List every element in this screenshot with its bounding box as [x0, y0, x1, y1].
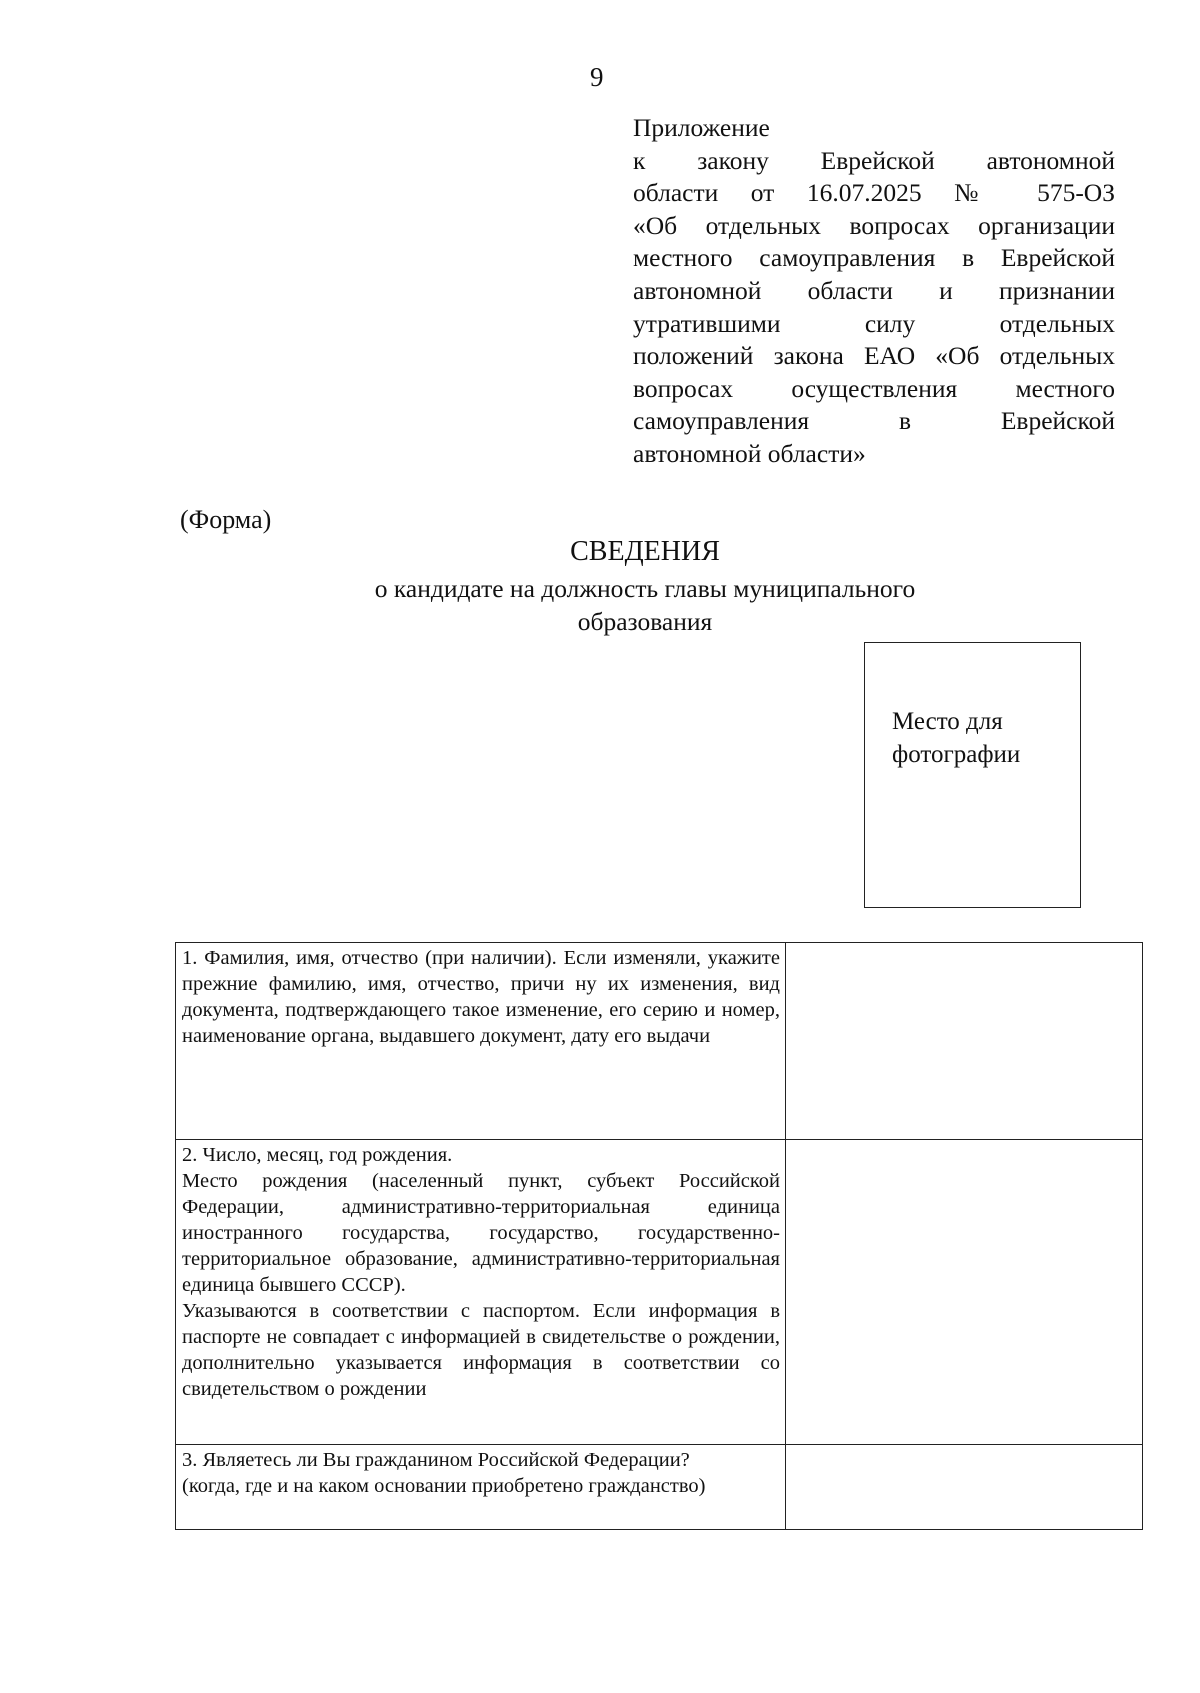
appendix-line: автономной области и признании: [633, 275, 1115, 305]
appendix-line: «Об отдельных вопросах организации: [633, 210, 1115, 240]
question-text: Указываются в соответствии с паспортом. Если информация в паспорте не совпадает с информацией в свидетельстве о рождении, дополнительно указывается информация в соответствии со свидетельством о рождении: [182, 1300, 780, 1400]
photo-label-line: фотографии: [892, 741, 1021, 768]
appendix-line: Приложение: [633, 113, 770, 142]
subtitle-line: образования: [577, 607, 713, 636]
appendix-header: [633, 112, 1115, 471]
page-number: 9: [590, 62, 604, 92]
answer-cell[interactable]: [786, 943, 1143, 1140]
table-row: [176, 1140, 1143, 1445]
question-text: 1. Фамилия, имя, отчество (при наличии). Если изменяли, укажите прежние фамилию, имя, отчество, причи ну их изменения, вид документа, подтверждающего такое изменение, его серию и номер, наименование органа, выдавшего документ, дату его выдачи: [182, 947, 780, 1047]
answer-cell[interactable]: [786, 1445, 1143, 1530]
photo-label-line: Место для: [892, 708, 1003, 735]
table-row: [176, 943, 1143, 1140]
question-cell: [176, 1445, 786, 1530]
candidate-info-table: [175, 942, 1143, 1530]
appendix-line: автономной области»: [633, 438, 866, 468]
question-text: 3. Являетесь ли Вы гражданином Российской Федерации?: [182, 1449, 690, 1471]
appendix-line: самоуправления в Еврейской: [633, 406, 1115, 436]
appendix-line: вопросах осуществления местного: [633, 373, 1115, 403]
subtitle-line: о кандидате на должность главы муниципального: [374, 574, 916, 603]
question-text: Место рождения (населенный пункт, субъект Российской Федерации, административно-территориальная единица иностранного государства, государство, государственно-территориальное образование, административно-территориальная единица бывшего СССР).: [182, 1170, 780, 1296]
question-cell: [176, 943, 786, 1140]
appendix-line: положений закона ЕАО «Об отдельных: [633, 341, 1115, 371]
question-cell: [176, 1140, 786, 1445]
appendix-line: к закону Еврейской автономной: [633, 145, 1115, 175]
document-title: СВЕДЕНИЯ: [570, 536, 720, 567]
question-text: (когда, где и на каком основании приобретено гражданство): [182, 1475, 706, 1497]
appendix-line: области от 16.07.2025 № 575-ОЗ: [633, 178, 1115, 208]
table-row: [176, 1445, 1143, 1530]
appendix-line: утратившими силу отдельных: [633, 308, 1115, 338]
photo-placeholder: [864, 642, 1081, 908]
answer-cell[interactable]: [786, 1140, 1143, 1445]
document-subtitle: [330, 572, 960, 638]
question-text: 2. Число, месяц, год рождения.: [182, 1144, 453, 1166]
photo-placeholder-label: [892, 705, 1020, 771]
appendix-line: местного самоуправления в Еврейской: [633, 243, 1115, 273]
form-label: (Форма): [180, 505, 272, 534]
